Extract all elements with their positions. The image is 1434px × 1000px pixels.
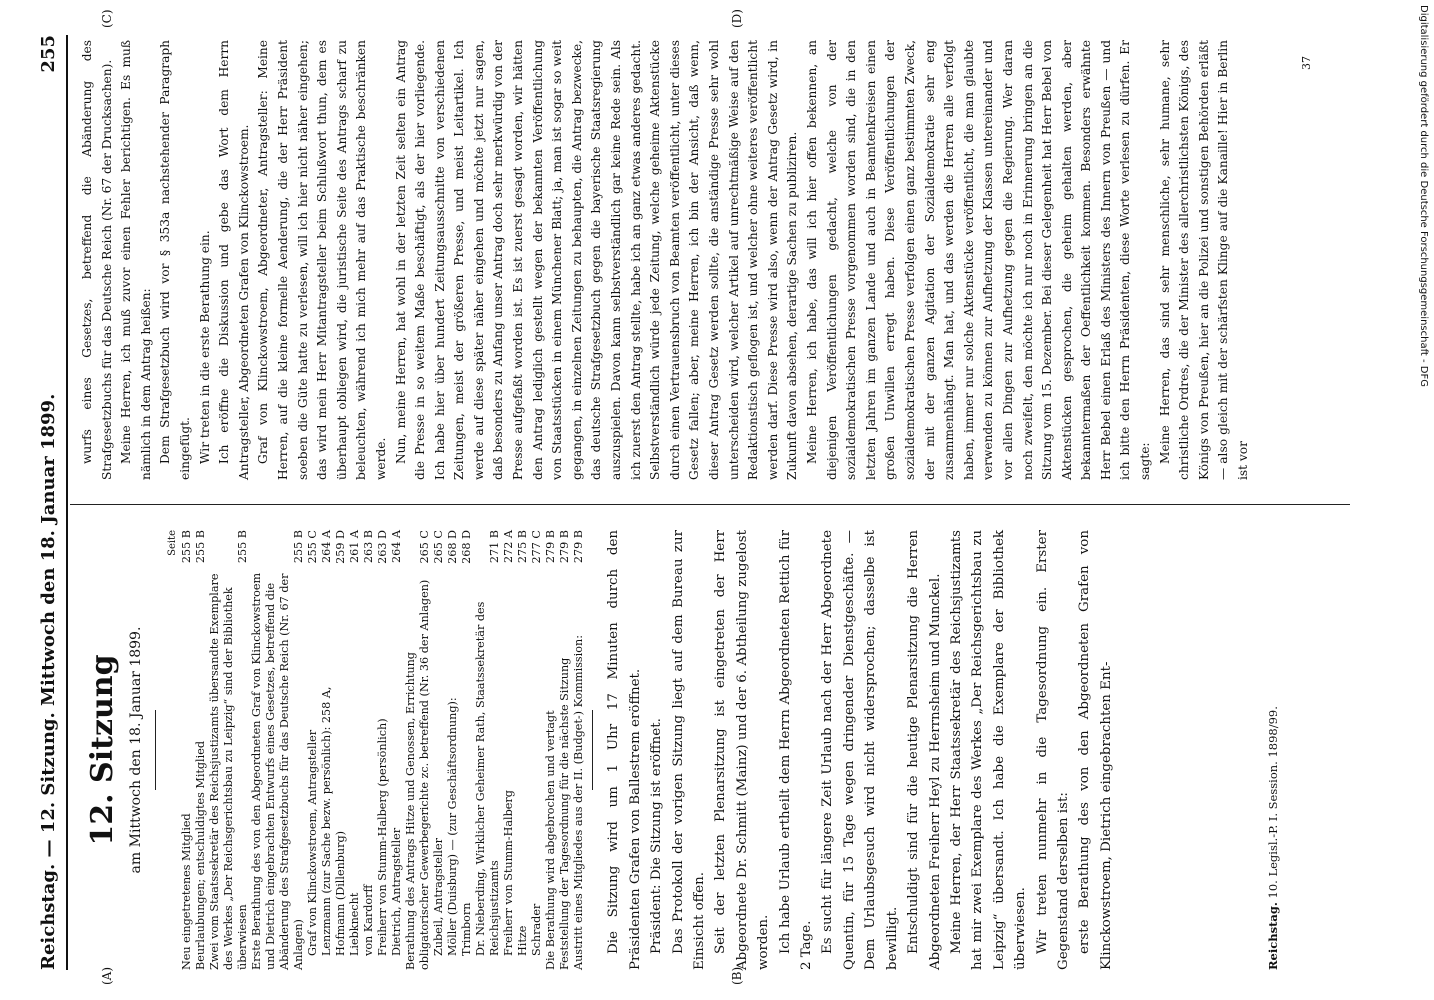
toc-item xyxy=(558,530,572,970)
toc-item-text: Neu eingetretenes Mitglied xyxy=(180,813,194,970)
paragraph: Wir treten nunmehr in die Tagesordnung ein. Erster Gegenstand derselben ist: xyxy=(1034,530,1071,970)
toc-item xyxy=(194,530,208,970)
toc-item xyxy=(348,530,362,970)
right-column xyxy=(78,40,1254,480)
paragraph: Meine Herren, der Herr Staatssekretär des Reichsjustizamts hat mir zwei Exemplare des Werkes „Der Reichsgerichtsbau zu Leipzig“ übersandt. Ich habe die Exemplare der Bibliothek überwiesen. xyxy=(948,530,1029,970)
toc-item xyxy=(446,530,460,970)
paragraph: Dem Strafgesetzbuch wird vor § 353a nachstehender Paragraph eingefügt. xyxy=(158,40,192,480)
paragraph: Seit der letzten Plenarsitzung ist eingetreten der Herr Abgeordnete Dr. Schmitt (Mainz) und der 6. Abtheilung zugelost worden. xyxy=(713,530,772,970)
toc-item-text: Zwei vom Staatssekretär des Reichsjustizamts übersandte Exemplare des Werkes „Der Reichsgerichtsbau zu Leipzig“ sind der Bibliothek überwiesen xyxy=(208,573,250,970)
paragraph: Das Protokoll der vorigen Sitzung liegt auf dem Bureau zur Einsicht offen. xyxy=(670,530,708,970)
toc-item-text: Dr. Nieberding, Wirklicher Geheimer Rath, Staatssekretär des Reichsjustizamts xyxy=(474,601,502,956)
toc-item-text: Graf von Klinckowstroem, Antragsteller xyxy=(306,729,320,956)
toc-item-text: Trimborn xyxy=(460,902,474,956)
paragraph: Meine Herren, das sind sehr menschliche, sehr humane, sehr christliche Ordres, die der Minister des allerchristlichsten Königs, des Königs von Preußen, hier an die Polizei und sonstigen Behörden erläßt — also gleich mit der schärfsten Klinge auf die Kanaille! Hier in Berlin ist vor xyxy=(1157,40,1251,480)
toc-item-page: 277 C xyxy=(530,530,544,564)
toc-item xyxy=(516,530,530,970)
paragraph: wurfs eines Gesetzes, betreffend die Abänderung des Strafgesetzbuchs für das Deutsche Reich (Nr. 67 der Drucksachen). xyxy=(80,40,114,480)
running-head-title: Reichstag. — 12. Sitzung. Mittwoch den 18. Januar 1899. xyxy=(38,393,59,970)
left-text-body xyxy=(603,530,1117,970)
session-title: 12. Sitzung xyxy=(85,654,120,846)
toc-header: Seite xyxy=(167,530,179,556)
toc-item-page: 255 C xyxy=(306,530,320,564)
margin-marker-c: (C) xyxy=(100,9,114,28)
paragraph: Nun, meine Herren, hat wohl in der letzten Zeit selten ein Antrag die Presse in so weitem Maße beschäftigt, als der hier vorliegende. Ich habe hier über hundert Zeitungsausschnitte von verschiedenen Zeitungen, meist der größeren Presse, und meist Leitartikel. Ich werde auf diese später näher eingehen und möchte jetzt nur sagen, daß besonders zu Anfang unser Antrag doch sehr merkwürdig von der Presse aufgefaßt worden ist. Es ist zuerst gesagt worden, wir hätten den Antrag lediglich gestellt wegen der bekannten Veröffentlichung von Staatsstücken in einem Münchener Blatt; ja, man ist sogar so weit gegangen, in einzelnen Zeitungen zu behaupten, die Antrag bezwecke, das deutsche Strafgesetzbuch gegen die bayerische Staatsregierung auszuspielen. Davon kann selbstverständlich gar keine Rede sein. Als ich zuerst den Antrag stellte, habe ich an ganz etwas anderes gedacht. Selbstverständlich würde jede Zeitung, welche geheime Aktenstücke durch einen Vertrauensbruch von Beamten veröffentlicht, unter dieses Gesetz fallen; aber, meine Herren, ich bin der Ansicht, daß wenn, dieser Antrag Gesetz werden sollte, die anständige Presse sehr wohl unterscheiden wird, welcher Artikel auf unrechtmäßige Weise auf den Redaktionstisch geflogen ist, und welcher ohne weiteres veröffentlicht werden darf. Diese Presse wird also, wenn der Antrag Gesetz wird, in Zukunft davon absehen, derartige Sachen zu publiziren. xyxy=(393,40,800,480)
toc-item-page: 264 A xyxy=(390,530,404,563)
table-of-contents xyxy=(180,530,586,970)
toc-item-text: Austritt eines Mitgliedes aus der II. (Budget-) Kommission: xyxy=(572,635,586,970)
toc-item xyxy=(460,530,474,970)
toc-item xyxy=(530,530,544,970)
digitization-notice-text: Digitalisierung gefördert durch die Deutsche Forschungsgemeinschaft - DFG xyxy=(1418,5,1429,388)
title-rule xyxy=(155,710,156,790)
toc-item xyxy=(320,530,334,970)
paragraph: Meine Herren, ich habe, das will ich hier offen bekennen, an diejenigen Veröffentlichungen gedacht, welche von der sozialdemokratischen Presse vorgenommen worden sind, die in den letzten Jahren im ganzen Lande und auch in Beamtenkreisen einen großen Unwillen erregt haben. Diese Veröffentlichungen der sozialdemokratischen Presse verfolgen einen ganz bestimmten Zweck, der mit der ganzen Agitation der Sozialdemokratie sehr eng zusammenhängt. Man hat, und das werden die Herren alle verfolgt haben, immer nur solche Aktenstücke veröffentlicht, die man glaubte verwenden zu können zur Aufhetzung der Klassen untereinander und vor allen Dingen zur Aufhetzung gegen die Regierung. Wer daran noch zweifelt, den möchte ich nur noch in Erinnerung bringen an die Sitzung vom 15. Dezember. Bei dieser Gelegenheit hat Herr Bebel von Aktenstücken gesprochen, die geheim gehalten werden, aber bekanntermaßen der Oeffentlichkeit kommen. Besonders erwähnte Herr Bebel einen Erlaß des Ministers des Innern von Preußen — und ich bitte den Herrn Präsidenten, diese Worte verlesen zu dürfen. Er sagte: xyxy=(804,40,1153,480)
toc-item-page: 255 B xyxy=(180,530,194,564)
toc-item xyxy=(208,530,250,970)
paragraph: Ich eröffne die Diskussion und gebe das Wort dem Herrn Antragsteller, Abgeordneten Grafen von Klinckowstroem. xyxy=(217,40,251,480)
toc-item xyxy=(362,530,376,970)
toc-item-text: Freiherr von Stumm-Halberg xyxy=(502,790,516,956)
toc-item-page: 268 D xyxy=(446,530,460,564)
paragraph: Die Sitzung wird um 1 Uhr 17 Minuten durch den Präsidenten Grafen von Ballestrem eröffnet. xyxy=(606,530,643,970)
right-text-body xyxy=(78,40,1254,480)
toc-rule xyxy=(592,710,593,790)
paragraph: Ich habe Urlaub ertheilt dem Herrn Abgeordneten Rettich für 2 Tage. xyxy=(777,530,815,970)
toc-item-page: 264 A xyxy=(320,530,334,563)
left-column xyxy=(78,530,1117,970)
toc-item-text: Dietrich, Antragsteller xyxy=(390,827,404,956)
toc-item xyxy=(572,530,586,970)
toc-item xyxy=(474,530,502,970)
toc-item xyxy=(404,530,432,970)
toc-item xyxy=(544,530,558,970)
paragraph: Präsident: Die Sitzung ist eröffnet. xyxy=(649,718,665,954)
toc-item-text: Feststellung der Tagesordnung für die nächste Sitzung xyxy=(558,657,572,970)
paragraph: Meine Herren, ich muß zuvor einen Fehler berichtigen. Es muß nämlich in dem Antrag heißen: xyxy=(119,40,153,480)
toc-item-text: von Kardorff xyxy=(362,884,376,956)
toc-item-page: 279 B xyxy=(572,530,586,564)
toc-item xyxy=(180,530,194,970)
toc-item-page: 268 D xyxy=(460,530,474,564)
scanned-page xyxy=(30,10,1410,990)
toc-item-text: Die Berathung wird abgebrochen und vertagt xyxy=(544,710,558,970)
toc-item-page: 272 A xyxy=(502,530,516,563)
sheet-number: 37 xyxy=(1300,56,1313,70)
footer-text: 10. Legisl.-P. I. Session. 1898/99. xyxy=(1266,706,1280,899)
footer-label: Reichstag. xyxy=(1266,902,1280,970)
margin-marker-d: (D) xyxy=(730,9,744,28)
toc-item-text: Beurlaubungen; entschuldigtes Mitglied xyxy=(194,741,208,970)
toc-item xyxy=(502,530,516,970)
toc-item-text: Liebknecht xyxy=(348,892,362,956)
toc-item-text: Möller (Duisburg) — (zur Geschäftsordnung): xyxy=(446,697,460,956)
toc-item-page: 255 B xyxy=(236,530,250,564)
toc-item-text: Zubeil, Antragsteller xyxy=(432,838,446,956)
margin-marker-b: (B) xyxy=(730,966,744,985)
paragraph: Wir treten in die erste Berathung ein. xyxy=(197,230,212,464)
toc-item xyxy=(250,530,306,970)
header-rule xyxy=(66,35,68,970)
toc-item-page: 261 A xyxy=(348,530,362,563)
toc-item xyxy=(432,530,446,970)
paragraph: Graf von Klinckowstroem, Abgeordneter, Antragsteller: Meine Herren, auf die kleine formelle Aenderung, die der Herr Präsident soeben die Güte hatte zu verlesen, will ich hier nicht näher eingehen; das wird mein Herr Mitantragsteller beim Schlußwort thun, dem es überhaupt obliegen wird, die juristische Seite des Antrags scharf zu beleuchten, während ich mich mehr auf das Praktische beschränken werde. xyxy=(256,40,388,480)
toc-item xyxy=(376,530,390,970)
rotated-sheet xyxy=(30,10,1410,990)
toc-item-text: Lenzmann (zur Sache bezw. persönlich): 258 A, xyxy=(320,686,334,956)
toc-item-page: 263 B xyxy=(362,530,376,564)
toc-item xyxy=(334,530,348,970)
page-number: 255 xyxy=(38,35,59,73)
toc-item-text: Schrader xyxy=(530,903,544,956)
toc-item-page: 271 B xyxy=(488,530,502,564)
toc-item-text: Hofmann (Dillenburg) xyxy=(334,830,348,956)
footer xyxy=(1266,530,1280,970)
paragraph: Es sucht für längere Zeit Urlaub nach der Herr Abgeordnete Quentin, für 15 Tage wegen dringender Dienstgeschäfte. — Dem Urlaubsgesuch wird nicht widersprochen; dasselbe ist bewilligt. xyxy=(820,530,900,970)
toc-item-page: 255 B xyxy=(194,530,208,564)
toc-item-page: 265 C xyxy=(418,530,432,564)
toc-item-text: Hitze xyxy=(516,925,530,956)
toc-item-page: 263 D xyxy=(376,530,390,564)
toc-item-page: 265 C xyxy=(432,530,446,564)
digitization-notice xyxy=(1414,5,1432,995)
session-date: am Mittwoch den 18. Januar 1899. xyxy=(128,626,144,874)
toc-item-text: Freiherr von Stumm-Halberg (persönlich) xyxy=(376,718,390,956)
paragraph: erste Berathung des von den Abgeordneten Grafen von Klinckowstroem, Dietrich eingebrachten Ent- xyxy=(1077,530,1114,970)
toc-item-page: 279 B xyxy=(544,530,558,564)
paragraph: Entschuldigt sind für die heutige Plenarsitzung die Herren Abgeordneten Freiherr Heyl zu Herrnsheim und Munckel. xyxy=(906,530,943,970)
column-rule xyxy=(70,504,1350,505)
toc-item-text: Berathung des Antrags Hitze und Genossen, Errichtung obligatorischer Gewerbegerichte zc. betreffend (Nr. 36 der Anlagen) xyxy=(404,579,432,970)
toc-item-text: Erste Berathung des von den Abgeordneten Graf von Klinckowstroem und Dietrich eingebrachten Entwurfs eines Gesetzes, betreffend die Abänderung des Strafgesetzbuchs für das Deutsche Reich (Nr. 67 der Anlagen) xyxy=(250,572,306,970)
toc-item-page: 279 B xyxy=(558,530,572,564)
toc-item-page: 275 B xyxy=(516,530,530,564)
toc-item-page: 259 D xyxy=(334,530,348,564)
margin-marker-a: (A) xyxy=(100,966,114,985)
toc-item xyxy=(390,530,404,970)
toc-item-page: 255 B xyxy=(292,530,306,564)
toc-item xyxy=(306,530,320,970)
